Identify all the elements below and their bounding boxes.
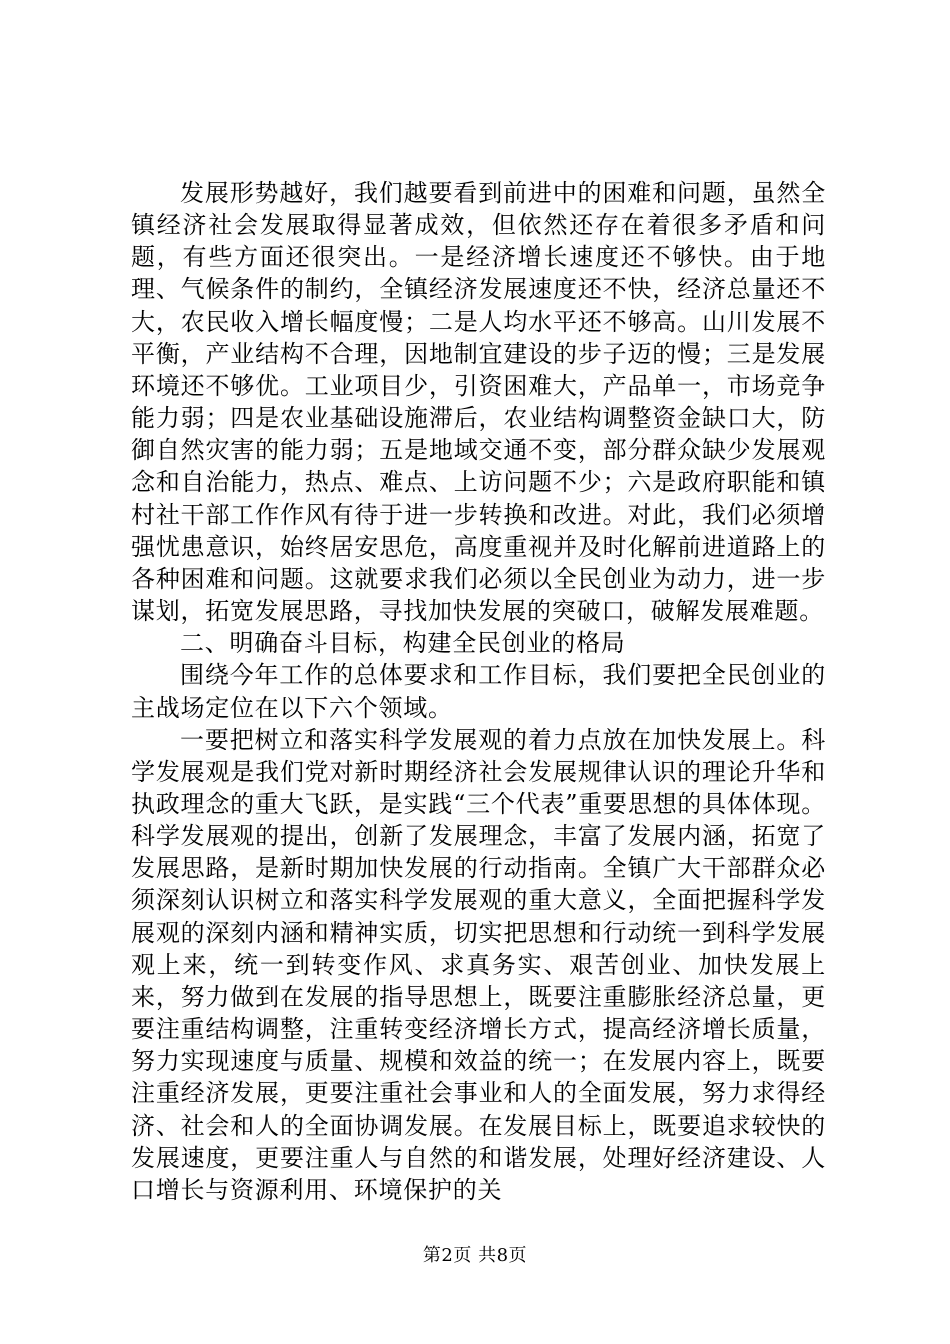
document-body <box>131 177 826 1206</box>
paragraph-scientific-development: 一要把树立和落实科学发展观的着力点放在加快发展上。科学发展观是我们党对新时期经济社会发展规律认识的理论升华和执政理念的重大飞跃，是实践“三个代表”重要思想的具体体现。科学发展观的提出，创新了发展理念，丰富了发展内涵，拓宽了发展思路，是新时期加快发展的行动指南。全镇广大干部群众必须深刻认识树立和落实科学发展观的重大意义，全面把握科学发展观的深刻内涵和精神实质，切实把思想和行动统一到科学发展观上来，统一到转变作风、求真务实、艰苦创业、加快发展上来，努力做到在发展的指导思想上，既要注重膨胀经济总量，更要注重结构调整，注重转变经济增长方式，提高经济增长质量，努力实现速度与质量、规模和效益的统一；在发展内容上，既要注重经济发展，更要注重社会事业和人的全面发展，努力求得经济、社会和人的全面协调发展。在发展目标上，既要追求较快的发展速度，更要注重人与自然的和谐发展，处理好经济建设、人口增长与资源利用、环境保护的关 <box>131 725 826 1204</box>
paragraph-intro: 围绕今年工作的总体要求和工作目标，我们要把全民创业的主战场定位在以下六个领域。 <box>131 661 826 722</box>
page-number-footer: 第2页 共8页 <box>422 1245 528 1266</box>
paragraph-problems: 发展形势越好，我们越要看到前进中的困难和问题，虽然全镇经济社会发展取得显著成效，但依然还存在着很多矛盾和问题，有些方面还很突出。一是经济增长速度还不够快。由于地理、气候条件的制约，全镇经济发展速度还不快，经济总量还不大，农民收入增长幅度慢；二是人均水平还不够高。山川发展不平衡，产业结构不合理，因地制宜建设的步子迈的慢；三是发展环境还不够优。工业项目少，引资困难大，产品单一，市场竞争能力弱；四是农业基础设施滞后，农业结构调整资金缺口大，防御自然灾害的能力弱；五是地域交通不变，部分群众缺少发展观念和自治能力，热点、难点、上访问题不少；六是政府职能和镇村社干部工作作风有待于进一步转换和改进。对此，我们必须增强忧患意识，始终居安思危，高度重视并及时化解前进道路上的各种困难和问题。这就要求我们必须以全民创业为动力，进一步谋划，拓宽发展思路，寻找加快发展的突破口，破解发展难题。 <box>131 179 826 626</box>
section-heading: 二、明确奋斗目标，构建全民创业的格局 <box>180 629 626 658</box>
